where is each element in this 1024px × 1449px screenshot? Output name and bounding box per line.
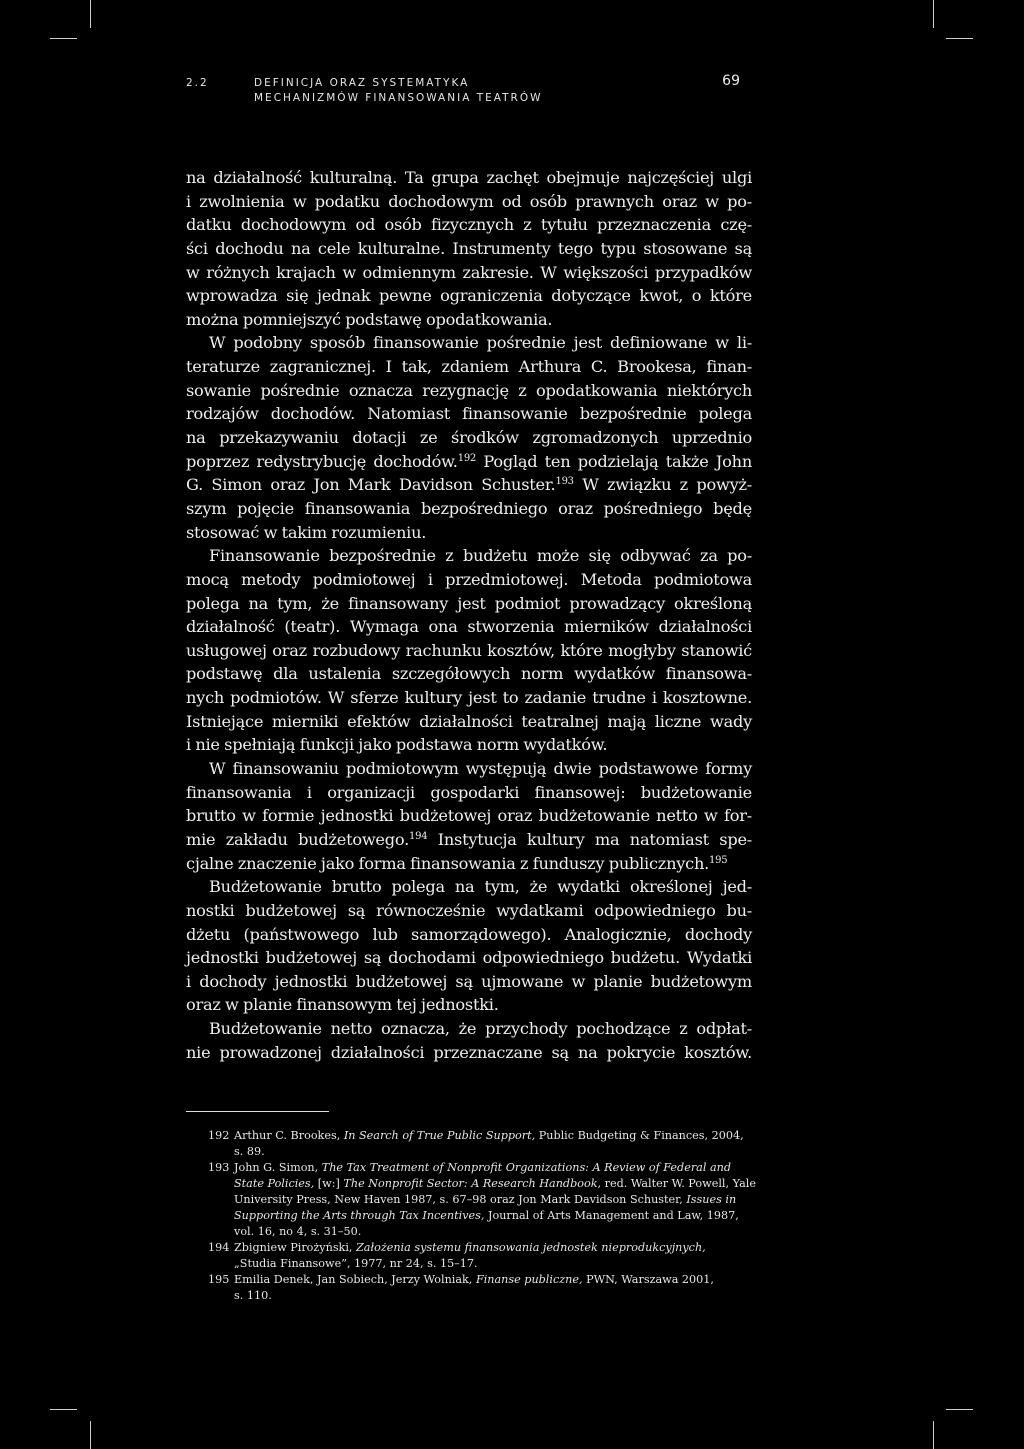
footnote-line: s. 89. <box>234 1145 265 1158</box>
footnote-ref[interactable]: 195 <box>709 854 728 866</box>
footnote-number: 193 <box>208 1161 230 1174</box>
text-line <box>186 473 752 497</box>
footnote-number: 192 <box>208 1129 230 1142</box>
text-line: Finansowanie bezpośrednie z budżetu może się odbywać za po- <box>209 546 752 566</box>
text-line: rodzajów dochodów. Natomiast finansowanie bezpośrednie polega <box>186 404 752 424</box>
footnote-line: s. 110. <box>234 1289 272 1302</box>
text-line: podstawę dla ustalenia szczegółowych norm wydatków finansowa- <box>186 664 752 684</box>
text-line: mocą metody podmiotowej i przedmiotowej. Metoda podmiotowa <box>186 569 752 589</box>
text-segment: poprzez redystrybucję dochodów. <box>186 451 458 471</box>
text-line: Budżetowanie netto oznacza, że przychody pochodzące z odpłat- <box>209 1019 752 1039</box>
footnote-line: „Studia Finansowe”, 1977, nr 24, s. 15–17. <box>234 1257 478 1270</box>
text-line: ści dochodu na cele kulturalne. Instrumenty tego typu stosowane są <box>186 238 752 258</box>
footnote-number: 194 <box>208 1241 230 1254</box>
footnote <box>186 1272 752 1304</box>
page-number: 69 <box>722 73 740 89</box>
footnote <box>186 1128 752 1160</box>
text-line: jednostki budżetowej są dochodami odpowiedniego budżetu. Wydatki <box>186 948 752 968</box>
footnote-line: State Policies, [w:] The Nonprofit Sector: A Research Handbook, red. Walter W. Powell, Yale <box>234 1177 756 1190</box>
text-line: brutto w formie jednostki budżetowej oraz budżetowanie netto w for- <box>186 806 752 826</box>
footnote-number: 195 <box>208 1273 230 1286</box>
crop-mark <box>933 0 934 28</box>
text-line: nych podmiotów. W sferze kultury jest to zadanie trudne i kosztowne. <box>186 688 752 708</box>
text-line: i zwolnienia w podatku dochodowym od osób prawnych oraz w po- <box>186 191 752 211</box>
text-line <box>186 828 752 852</box>
footnote-ref[interactable]: 194 <box>408 830 428 842</box>
text-line: na przekazywaniu dotacji ze środków zgromadzonych uprzednio <box>186 428 752 448</box>
chapter-title-line: DEFINICJA ORAZ SYSTEMATYKA <box>254 77 470 89</box>
text-segment: cjalne znaczenie jako forma finansowania z funduszy publicznych. <box>186 853 710 873</box>
footnote-line: John G. Simon, The Tax Treatment of Nonprofit Organizations: A Review of Federal and <box>234 1161 732 1174</box>
text-line: finansowania i organizacji gospodarki finansowej: budżetowanie <box>186 782 752 802</box>
section-number: 2.2 <box>186 77 209 89</box>
footnote-divider <box>186 1111 329 1112</box>
text-line: usługowej oraz rozbudowy rachunku kosztów, które mogłyby stanowić <box>186 640 752 660</box>
text-segment: mie zakładu budżetowego. <box>186 829 409 849</box>
text-line: i nie spełniają funkcji jako podstawa norm wydatków. <box>186 735 608 755</box>
text-line: nie prowadzonej działalności przeznaczane są na pokrycie kosztów. <box>186 1042 752 1062</box>
crop-mark <box>933 1421 934 1449</box>
crop-mark <box>946 1409 973 1410</box>
text-line: Budżetowanie brutto polega na tym, że wydatki określonej jed- <box>209 877 752 897</box>
text-line: oraz w planie finansowym tej jednostki. <box>186 995 499 1015</box>
text-line: i dochody jednostki budżetowej są ujmowane w planie budżetowym <box>186 971 752 991</box>
text-line: sowanie pośrednie oznacza rezygnację z opodatkowania niektórych <box>186 380 752 400</box>
text-line: można pomniejszyć podstawę opodatkowania. <box>186 309 553 329</box>
chapter-title-line: MECHANIZMÓW FINANSOWANIA TEATRÓW <box>254 92 543 104</box>
text-line: polega na tym, że finansowany jest podmiot prowadzący określoną <box>186 593 752 613</box>
crop-mark <box>90 0 91 28</box>
footnote-line: University Press, New Haven 1987, s. 67–98 oraz Jon Mark Davidson Schuster, Issues in <box>234 1193 737 1206</box>
text-line: datku dochodowym od osób fizycznych z tytułu przeznaczenia czę- <box>186 215 752 235</box>
text-line: nostki budżetowej są równocześnie wydatkami odpowiedniego bu- <box>186 900 752 920</box>
text-line: na działalność kulturalną. Ta grupa zachęt obejmuje najczęściej ulgi <box>186 168 752 187</box>
text-line: Istniejące mierniki efektów działalności teatralnej mają liczne wady <box>186 711 752 731</box>
text-line <box>186 852 752 876</box>
body-text <box>186 166 752 1064</box>
footnote-line: Supporting the Arts through Tax Incentives, Journal of Arts Management and Law, 1987, <box>234 1209 739 1222</box>
text-line: szym pojęcie finansowania bezpośredniego oraz pośredniego będę <box>186 498 752 518</box>
footnote-line: Arthur C. Brookes, In Search of True Public Support, Public Budgeting & Finances, 2004, <box>234 1129 744 1142</box>
text-line: W finansowaniu podmiotowym występują dwie podstawowe formy <box>209 759 752 779</box>
text-line <box>186 450 752 474</box>
crop-mark <box>50 38 77 39</box>
text-line: W podobny sposób finansowanie pośrednie jest definiowane w li- <box>209 333 752 353</box>
text-segment: G. Simon oraz Jon Mark Davidson Schuster. <box>186 475 556 495</box>
footnote-line: Zbigniew Pirożyński, Założenia systemu finansowania jednostek nieprodukcyjnych, <box>234 1241 706 1254</box>
crop-mark <box>946 38 973 39</box>
text-line: w różnych krajach w odmiennym zakresie. W większości przypadków <box>186 262 752 282</box>
text-segment: Pogląd ten podzielają także John <box>476 451 753 471</box>
text-line: stosować w takim rozumieniu. <box>186 522 427 542</box>
footnote-ref[interactable]: 193 <box>555 476 574 488</box>
text-line: dżetu (państwowego lub samorządowego). Analogicznie, dochody <box>186 924 752 944</box>
footnote-ref[interactable]: 192 <box>457 452 477 464</box>
text-line: wprowadza się jednak pewne ograniczenia dotyczące kwot, o które <box>186 286 752 306</box>
footnote <box>186 1240 752 1272</box>
text-segment: Instytucja kultury ma natomiast spe- <box>427 829 752 849</box>
footnote-line: Emilia Denek, Jan Sobiech, Jerzy Wolniak, Finanse publiczne, PWN, Warszawa 2001, <box>234 1273 714 1286</box>
text-line: działalność (teatr). Wymaga ona stworzenia mierników działalności <box>186 617 752 637</box>
text-segment: W związku z powyż- <box>573 475 752 495</box>
crop-mark <box>50 1409 77 1410</box>
footnotes <box>186 1128 756 1304</box>
footnote <box>186 1160 756 1240</box>
crop-mark <box>90 1421 91 1449</box>
footnote-line: vol. 16, no 4, s. 31–50. <box>234 1225 362 1238</box>
chapter-title <box>254 76 542 106</box>
text-line: teraturze zagranicznej. I tak, zdaniem Arthura C. Brookesa, finan- <box>186 357 752 377</box>
